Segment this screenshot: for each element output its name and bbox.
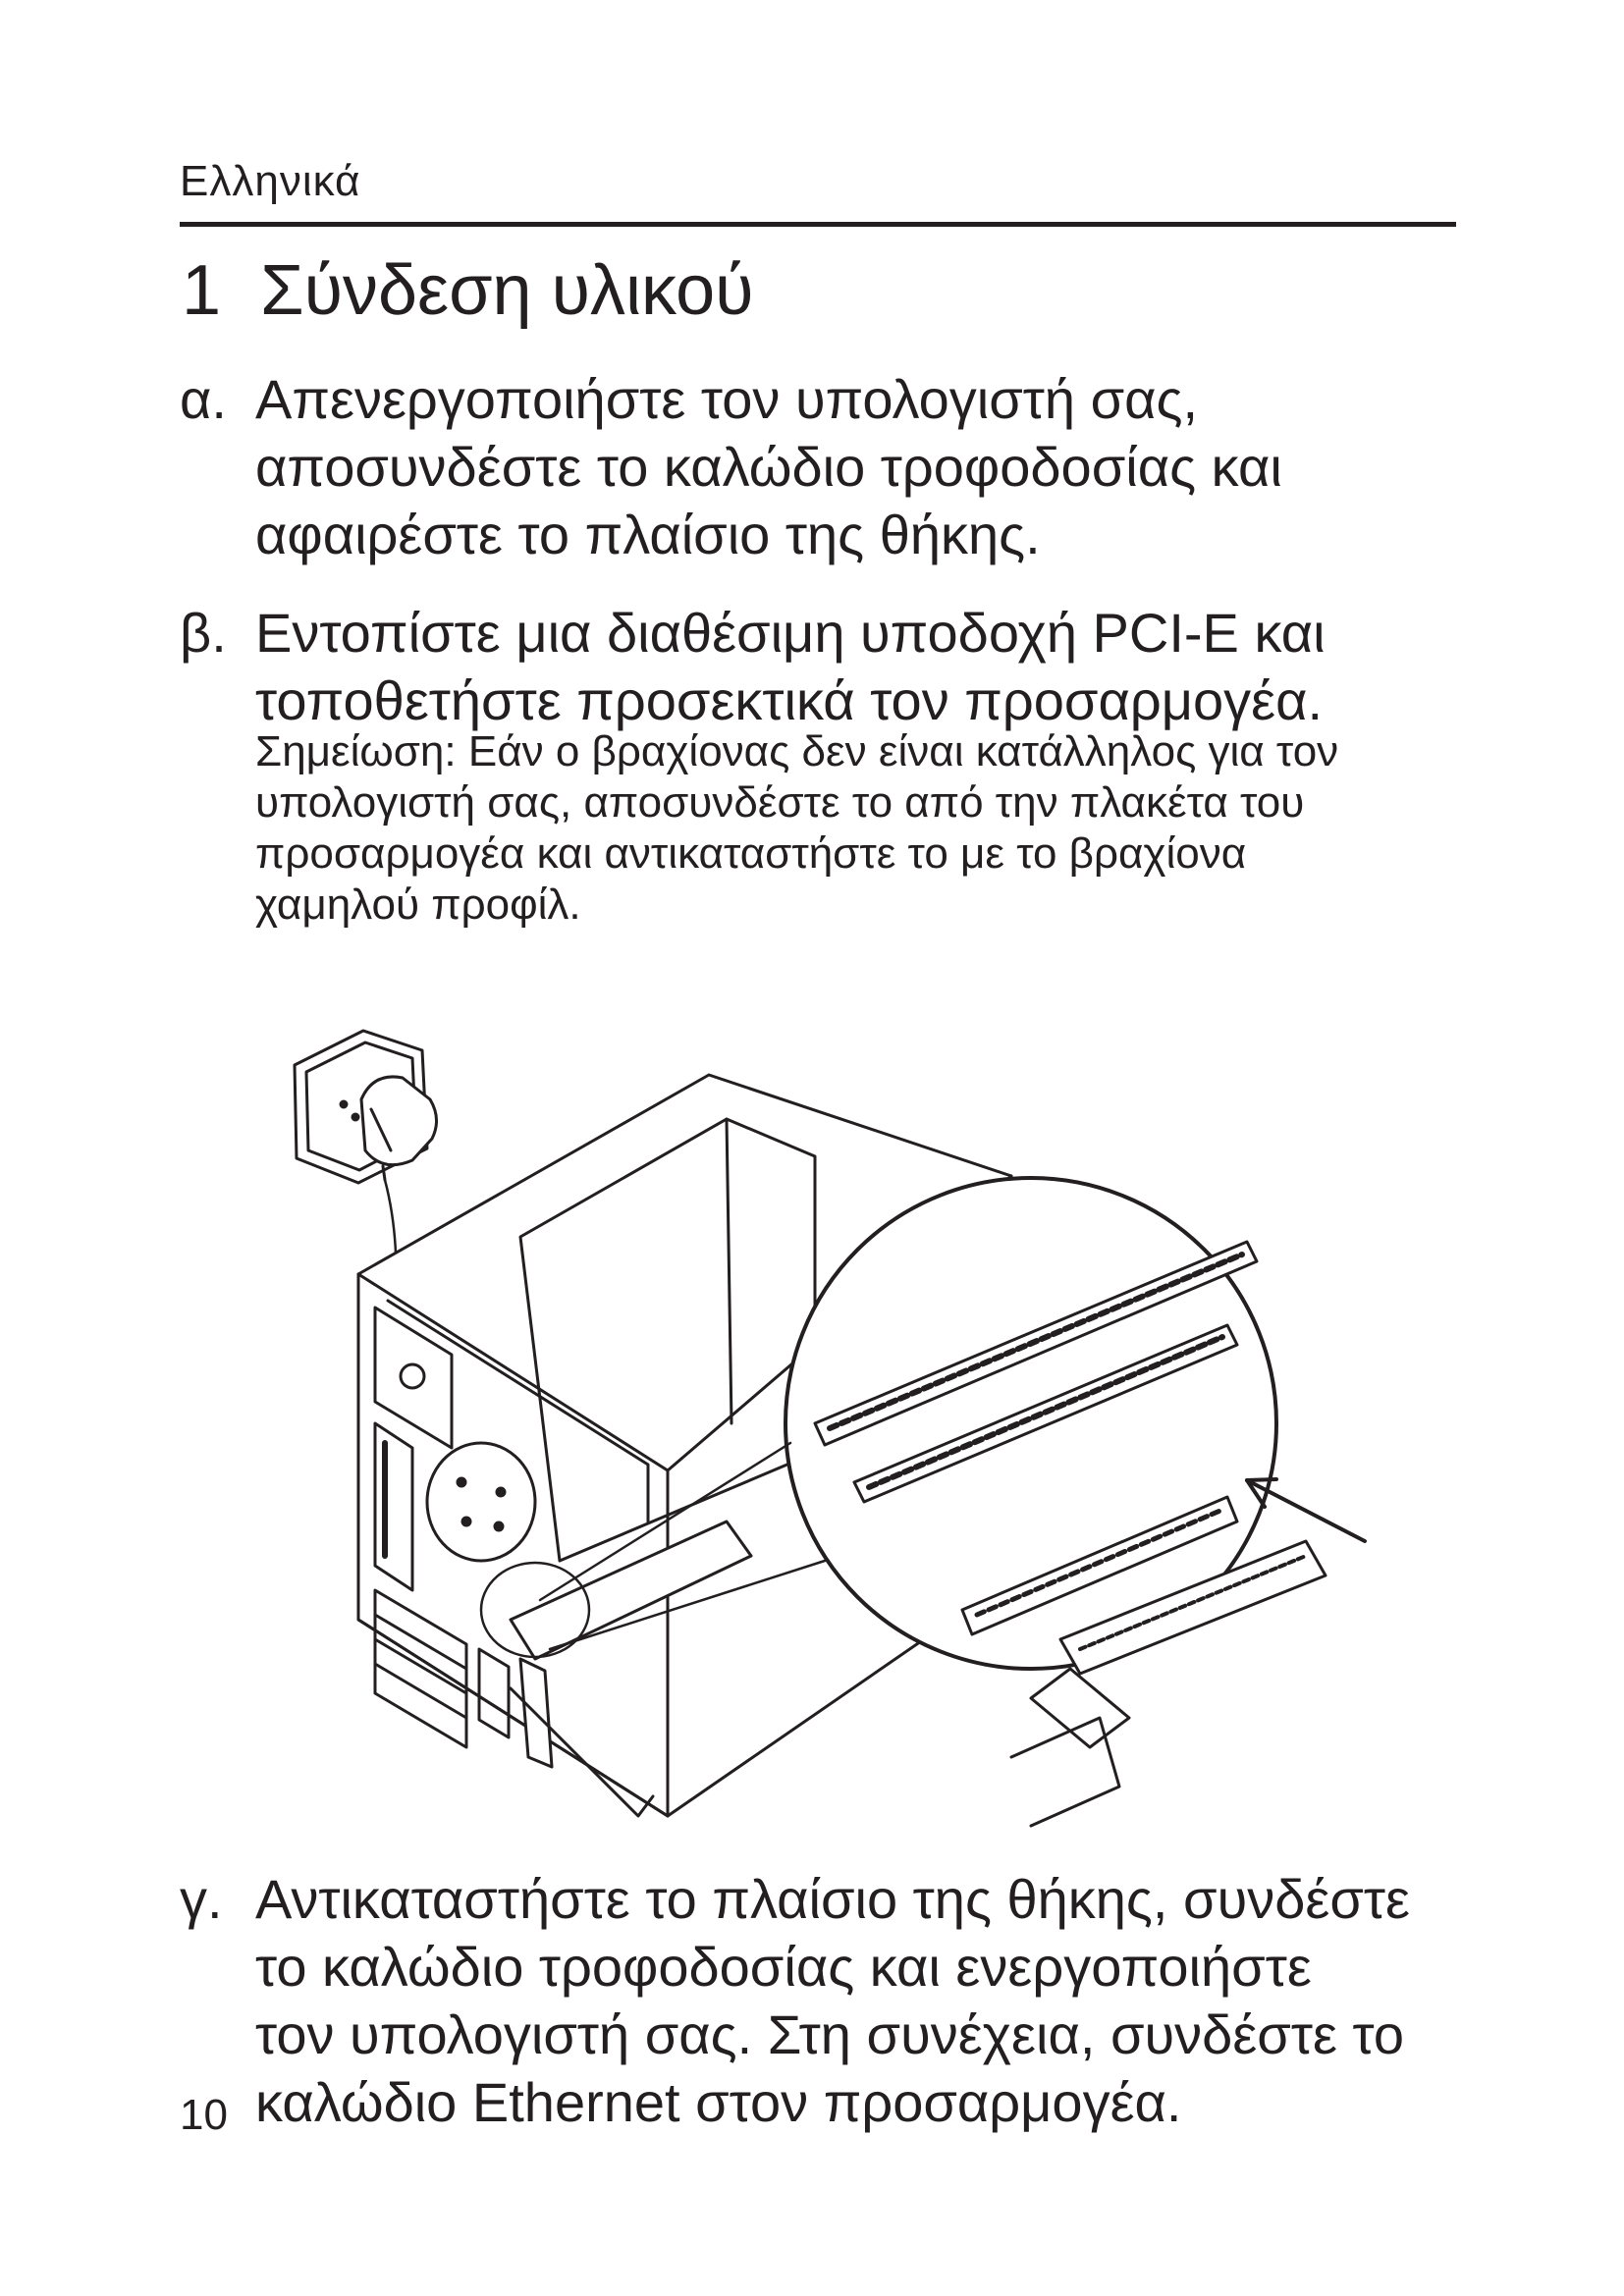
step-line: Εντοπίστε μια διαθέσιμη υποδοχή PCI-E και bbox=[255, 602, 1326, 664]
language-label: Ελληνικά bbox=[180, 157, 361, 205]
step-line: το καλώδιο τροφοδοσίας και ενεργοποιήστε bbox=[255, 1936, 1312, 1998]
step-line: τοποθετήστε προσεκτικά τον προσαρμογέα. bbox=[255, 669, 1323, 731]
note-line: Σημείωση: Εάν ο βραχίονας δεν είναι κατάλληλος για τον bbox=[255, 727, 1339, 775]
section-number: 1 bbox=[182, 251, 222, 330]
step-marker: α. bbox=[180, 368, 227, 430]
note-line: υπολογιστή σας, αποσυνδέστε το από την πλακέτα του bbox=[255, 778, 1305, 827]
step-marker: γ. bbox=[180, 1868, 223, 1930]
header-rule bbox=[180, 222, 1456, 227]
section-title bbox=[182, 250, 754, 331]
section-title-text: Σύνδεση υλικού bbox=[260, 251, 754, 330]
step-line: καλώδιο Ethernet στον προσαρμογέα. bbox=[255, 2071, 1182, 2133]
step-line: αποσυνδέστε το καλώδιο τροφοδοσίας και bbox=[255, 436, 1282, 498]
note bbox=[255, 726, 1338, 931]
step-line: τον υπολογιστή σας. Στη συνέχεια, συνδέστε το bbox=[255, 2003, 1404, 2065]
note-line: προσαρμογέα και αντικαταστήστε το με το βραχίονα bbox=[255, 829, 1247, 878]
step-line: αφαιρέστε το πλαίσιο της θήκης. bbox=[255, 504, 1041, 565]
note-line: χαμηλού προφίλ. bbox=[255, 881, 581, 929]
step-line: Απενεργοποιήστε τον υπολογιστή σας, bbox=[255, 368, 1199, 430]
step-line: Αντικαταστήστε το πλαίσιο της θήκης, συνδέστε bbox=[255, 1868, 1410, 1930]
installation-illustration bbox=[265, 1011, 1404, 1855]
step-marker: β. bbox=[180, 602, 227, 664]
page-number: 10 bbox=[180, 2091, 228, 2139]
